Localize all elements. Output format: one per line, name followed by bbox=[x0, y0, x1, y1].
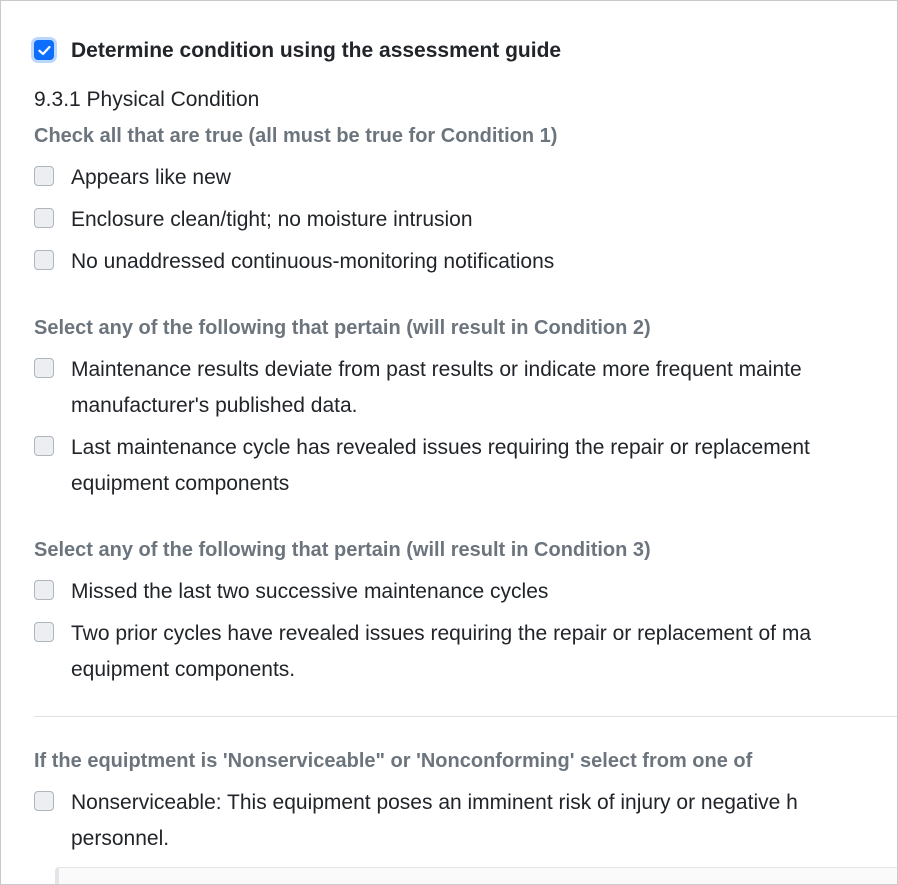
checkbox-maintenance-deviate[interactable] bbox=[34, 358, 54, 378]
condition2-heading: Select any of the following that pertain (will result in Condition 2) bbox=[34, 317, 651, 339]
label-appears-like-new: Appears like new bbox=[71, 166, 231, 189]
checkbox-appears-like-new[interactable] bbox=[34, 166, 54, 186]
checkbox-last-cycle-issues[interactable] bbox=[34, 436, 54, 456]
label-maintenance-deviate-line1: Maintenance results deviate from past results or indicate more frequent mainte bbox=[71, 358, 802, 381]
label-nonserviceable-line1: Nonserviceable: This equipment poses an imminent risk of injury or negative h bbox=[71, 791, 798, 814]
condition3-heading: Select any of the following that pertain (will result in Condition 3) bbox=[34, 539, 651, 561]
label-two-prior-cycles-line2: equipment components. bbox=[71, 658, 296, 681]
condition1-heading: Check all that are true (all must be true for Condition 1) bbox=[34, 125, 558, 147]
label-nonserviceable-line2: personnel. bbox=[71, 827, 170, 850]
nested-panel bbox=[55, 867, 898, 885]
checkbox-two-prior-cycles[interactable] bbox=[34, 622, 54, 642]
main-assessment-label: Determine condition using the assessment guide bbox=[71, 39, 562, 62]
label-last-cycle-issues-line2: equipment components bbox=[71, 472, 290, 495]
label-two-prior-cycles-line1: Two prior cycles have revealed issues requiring the repair or replacement of ma bbox=[71, 622, 812, 645]
nonserviceable-heading: If the equiptment is 'Nonserviceable" or 'Nonconforming' select from one of bbox=[34, 750, 753, 772]
label-maintenance-deviate-line2: manufacturer's published data. bbox=[71, 394, 358, 417]
checkbox-nonserviceable[interactable] bbox=[34, 791, 54, 811]
label-last-cycle-issues-line1: Last maintenance cycle has revealed issues requiring the repair or replacement bbox=[71, 436, 810, 459]
section-divider bbox=[34, 716, 898, 717]
checkbox-enclosure-clean[interactable] bbox=[34, 208, 54, 228]
label-enclosure-clean: Enclosure clean/tight; no moisture intrusion bbox=[71, 208, 473, 231]
section-title: 9.3.1 Physical Condition bbox=[34, 88, 260, 111]
checkbox-missed-two-cycles[interactable] bbox=[34, 580, 54, 600]
main-assessment-checkbox[interactable] bbox=[34, 40, 54, 60]
check-icon bbox=[38, 45, 51, 56]
label-no-unaddressed-notifications: No unaddressed continuous-monitoring notifications bbox=[71, 250, 555, 273]
label-missed-two-cycles: Missed the last two successive maintenance cycles bbox=[71, 580, 549, 603]
checkbox-no-unaddressed-notifications[interactable] bbox=[34, 250, 54, 270]
